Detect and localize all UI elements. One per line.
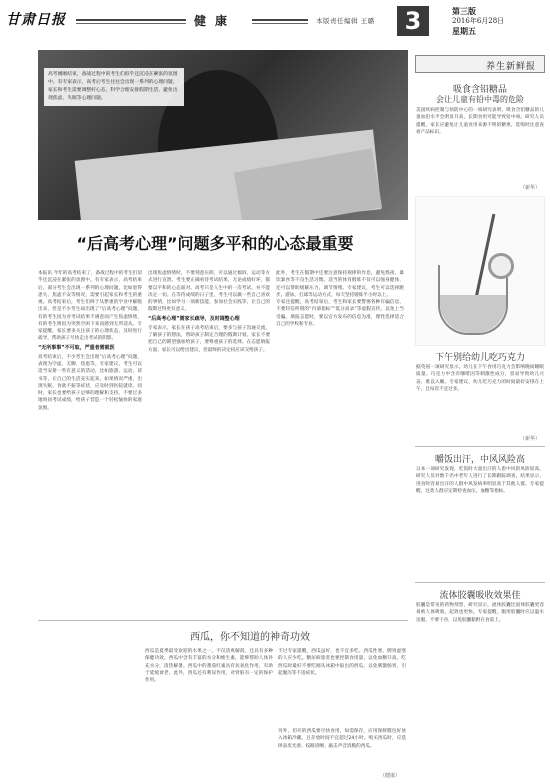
article-paragraph: 日本一项研究发现，吃饭时大量出汗的人患中风的风险较高。研究人员对数千名中老年人进行了长期跟踪调查，结果显示，进食时容易出汗的人群中风发病率明显高于其他人群。专家提醒，这类人群应定期检查血压、血糖等指标。 bbox=[416, 467, 544, 494]
divider bbox=[415, 446, 545, 447]
sidebar-article-body bbox=[416, 364, 544, 434]
article-source: （新华） bbox=[520, 436, 541, 442]
main-headline: “后高考心理”问题多平和的心态最重要 bbox=[76, 234, 354, 253]
sidebar-title: 养生新鲜报 bbox=[485, 62, 536, 72]
masthead-rule bbox=[252, 23, 308, 24]
masthead bbox=[0, 0, 550, 40]
article-column-1 bbox=[38, 270, 142, 625]
article-paragraph: 西瓜是夏季最受欢迎的水果之一，不仅清爽解渴，还具有多种保健功效。西瓜中含有丰富的水分和维生素，能够帮助人体补充水分，清热解暑。西瓜中的番茄红素具有抗氧化作用，有助于延缓衰老。此外，西瓜还有利尿作用，对肾脏有一定的保护作用。 bbox=[145, 649, 273, 683]
newspaper-logo: 甘肃日报 bbox=[6, 12, 66, 28]
sidebar-article-subtitle: 会让儿童有铅中毒的危险 bbox=[436, 95, 524, 104]
article-paragraph: 高考结束后，不少考生会出现“后高考心理”问题，表现为空虚、无聊、焦虑等。专家建议，考生可以适当安排一些有意义的活动，比如旅游、运动、读书等，让自己的生活充实起来。如果情况严重，出现失眠、食欲不振等症状，应及时到医院就诊。同时，家长也要给孩子足够的理解和支持，不要过多地询问考试成绩，给孩子营造一个轻松愉快的家庭氛围。 bbox=[38, 354, 142, 411]
divider bbox=[415, 582, 545, 583]
article-column-3 bbox=[276, 270, 404, 625]
sidebar-article-title: 下午别给幼儿吃巧克力 bbox=[434, 353, 525, 363]
edition-info bbox=[452, 6, 504, 36]
lower-column-1 bbox=[145, 648, 273, 778]
sidebar-article-body bbox=[416, 466, 544, 578]
article-paragraph: 胶囊是常见的药物剂型，研究显示，流体胶囊比固体胶囊更容易被人体吸收，起效也更快。专家提醒，服用胶囊时应以温水送服，不要干吞，以免胶囊黏附在食道上。 bbox=[416, 603, 544, 623]
article-paragraph: 此外，考生在假期中还要注意保持规律的作息，避免熬夜、暴饮暴食等不良生活习惯。适当的体育锻炼不仅可以强身健体，还可以帮助缓解压力，调节情绪。专家建议，考生可以选择跑步、游泳、打球等运动方式，每天坚持锻炼半小时以上。 bbox=[276, 271, 404, 298]
lower-column-3 bbox=[278, 728, 406, 778]
photo-caption: 高考刚刚结束，备战过程中的考生们似乎还沉浸在紧张的氛围中。有专家表示，高考后考生往往会出现一系列的心理问题，家长和考生需要调整好心态，科学合理安排假期生活，避免出现焦虑、失眠等心理问题。 bbox=[44, 68, 184, 106]
article-source: （新华） bbox=[520, 185, 541, 191]
editor-credit: 本版责任编辑 王璐 bbox=[316, 17, 375, 25]
lemon-shape bbox=[488, 253, 514, 279]
masthead-rule bbox=[76, 23, 186, 24]
article-paragraph: 美国疾病控制与预防中心的一项研究表明，吸食含铅糖品的儿童血铅水平会明显升高，长期食用可能导致铅中毒。研究人员提醒，家长应避免让儿童食用来源不明的糖果，选购时注意查看产品标识。 bbox=[416, 108, 544, 135]
section-name: 健康 bbox=[194, 14, 237, 28]
lower-headline: 西瓜，你不知道的神奇功效 bbox=[190, 632, 310, 643]
article-column-2 bbox=[148, 270, 270, 625]
masthead-rule bbox=[252, 19, 308, 21]
article-paragraph: 据英国一项研究显示，幼儿在下午食用巧克力会影响晚间睡眠质量。巧克力中含有咖啡因等刺激性成分，容易导致幼儿兴奋、难以入睡。专家建议，幼儿吃巧克力的时间最好安排在上午，且每次不宜过多。 bbox=[416, 365, 544, 392]
edition-date: 2016年6月28日 bbox=[452, 17, 505, 25]
page-number: 3 bbox=[397, 6, 429, 36]
edition-weekday: 星期五 bbox=[452, 26, 476, 36]
sidebar-article-body bbox=[416, 602, 544, 778]
article-subhead: “无所事事”不可取，严重者需就医 bbox=[38, 344, 115, 351]
article-paragraph: 本报讯 今年的高考结束了，备战过程中的考生们似乎还沉浸在紧张的氛围中。有专家表示，高考结束后，部分考生会出现一系列的心理问题，比如患得患失、焦虑不安等情况，需要引起家长和考生的重视。高考结束后，考生们终于从繁重的学业中解脱出来，但是不少考生却出现了“后高考心理”问题。有的考生因为对考试结果不满意而产生焦虑情绪，有的考生则因为突然空闲下来而感到无所适从。专家提醒，家长要多关注孩子的心理状态，及时进行疏导，帮助孩子尽快走出考试的阴影。 bbox=[38, 271, 142, 342]
edition-name: 第三版 bbox=[452, 6, 476, 16]
article-paragraph: 另外，切开的西瓜要尽快食用，如需保存，应用保鲜膜包好放入冰箱冷藏，且存放时间不宜超过24小时。购买西瓜时，应选择表皮光滑、纹路清晰、敲击声音清脆的西瓜。 bbox=[278, 729, 406, 749]
article-source: （健康） bbox=[380, 773, 401, 779]
sidebar-article-title: 嚼饭出汗，中风风险高 bbox=[434, 455, 525, 465]
article-subhead: “后高考心理”需家长疏导，及时调整心理 bbox=[148, 315, 240, 322]
article-paragraph: 专家表示，家长在孩子高考结束后，要多与孩子沟通交流，了解孩子的想法，帮助孩子制定合理的假期计划。家长不要把自己的期望强加给孩子，要尊重孩子的选择。在志愿填报方面，家长可以给出建议，但最终的决定权应该交给孩子。 bbox=[148, 325, 270, 353]
sidebar-article-title: 流体胶囊吸收效果佳 bbox=[439, 591, 521, 601]
divider bbox=[38, 620, 408, 621]
article-paragraph: 不过专家提醒，西瓜虽好，也不宜多吃。西瓜性寒，脾胃虚寒的人应少吃。糖尿病患者也要控制食用量，以免血糖升高。吃西瓜时最好不要吃刚从冰箱中取出的西瓜，以免刺激肠胃，引起腹泻等不适症状。 bbox=[278, 649, 406, 676]
drink-photo bbox=[415, 196, 545, 346]
article-paragraph: 出现焦虑情绪时，不要刻意压抑，可以通过倾诉、运动等方式进行宣泄。考生要正确看待考试结果，无论成绩好坏，都要以平和的心态面对。高考只是人生中的一次考试，并不能决定一切。在等待成绩的日子里，考生可以做一些自己喜欢的事情，比如学习一项新技能、参加社会实践等，让自己的假期过得更有意义。 bbox=[148, 271, 270, 313]
sidebar-article-body bbox=[416, 107, 544, 181]
sidebar-article-title: 吸食含铅糖品 bbox=[452, 85, 507, 95]
article-paragraph: 专家还提醒，高考结束后，考生和家长要警惕各种诈骗信息，不要轻信所谓的“内部指标”“低分高录”等虚假宣传，以免上当受骗。填报志愿时，要以官方发布的信息为准，理性选择适合自己的学校和专业。 bbox=[276, 300, 404, 327]
sidebar-header bbox=[415, 55, 545, 73]
masthead-rule bbox=[76, 19, 186, 21]
lower-column-2 bbox=[278, 648, 406, 728]
